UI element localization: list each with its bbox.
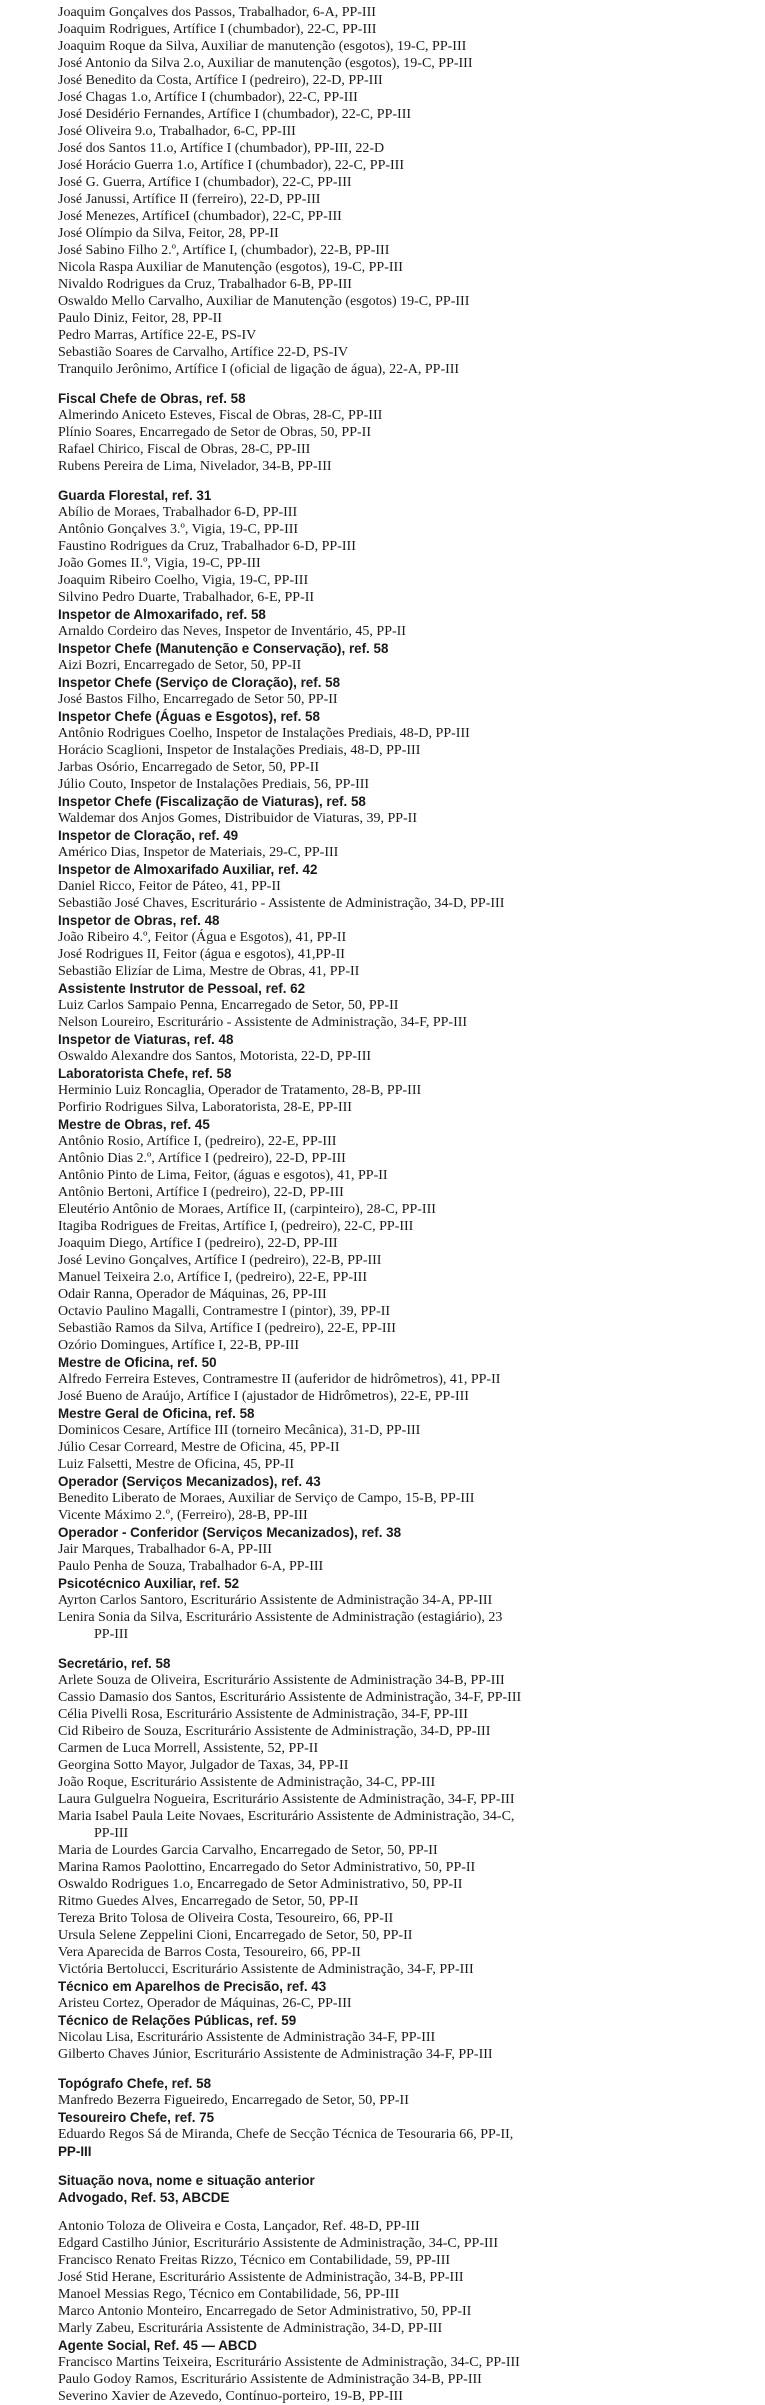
entry-line: José Janussi, Artífice II (ferreiro), 22-D, PP-III — [58, 192, 321, 207]
entry-line: José Antonio da Silva 2.o, Auxiliar de manutenção (esgotos), 19-C, PP-III — [58, 56, 473, 71]
entry-line: Antônio Rodrigues Coelho, Inspetor de Instalações Prediais, 48-D, PP-III — [58, 726, 470, 741]
entry-line: Alfredo Ferreira Esteves, Contramestre II (auferidor de hidrômetros), 41, PP-II — [58, 1372, 501, 1387]
entry-line: Nivaldo Rodrigues da Cruz, Trabalhador 6-B, PP-III — [58, 277, 352, 292]
entry-line: Sebastião José Chaves, Escriturário - Assistente de Administração, 34-D, PP-III — [58, 896, 505, 911]
entry-line: Marco Antonio Monteiro, Encarregado de Setor Administrativo, 50, PP-II — [58, 2304, 472, 2319]
entry-line: Luiz Carlos Sampaio Penna, Encarregado de Setor, 50, PP-II — [58, 998, 399, 1013]
entry-line: Ursula Selene Zeppelini Cioni, Encarregado de Setor, 50, PP-II — [58, 1928, 413, 1943]
section-heading: Advogado, Ref. 53, ABCDE — [58, 2190, 230, 2205]
section-heading: Tesoureiro Chefe, ref. 75 — [58, 2110, 215, 2125]
section-heading: Psicotécnico Auxiliar, ref. 52 — [58, 1576, 240, 1591]
entry-line: Célia Pivelli Rosa, Escriturário Assistente de Administração, 34-F, PP-III — [58, 1707, 468, 1722]
entry-line: Joaquim Ribeiro Coelho, Vigia, 19-C, PP-III — [58, 573, 309, 588]
entry-line: Antônio Dias 2.º, Artífice I (pedreiro), 22-D, PP-III — [58, 1151, 346, 1166]
entry-line: Plínio Soares, Encarregado de Setor de Obras, 50, PP-II — [58, 425, 371, 440]
entry-line: Paulo Godoy Ramos, Escriturário Assistente de Administração 34-B, PP-III — [58, 2372, 482, 2387]
entry-line: José Levino Gonçalves, Artífice I (pedreiro), 22-B, PP-III — [58, 1253, 382, 1268]
entry-line: Ritmo Guedes Alves, Encarregado de Setor, 50, PP-II — [58, 1894, 359, 1909]
entry-line: Antônio Pinto de Lima, Feitor, (águas e esgotos), 41, PP-II — [58, 1168, 388, 1183]
entry-line: Joaquim Diego, Artífice I (pedreiro), 22-D, PP-III — [58, 1236, 338, 1251]
entry-line: João Gomes II.º, Vigia, 19-C, PP-III — [58, 556, 261, 571]
entry-line: José Benedito da Costa, Artífice I (pedreiro), 22-D, PP-III — [58, 73, 383, 88]
entry-line: Laura Gulguelra Nogueira, Escriturário Assistente de Administração, 34-F, PP-III — [58, 1792, 515, 1807]
entry-line: Abílio de Moraes, Trabalhador 6-D, PP-III — [58, 505, 298, 520]
section-heading: Mestre Geral de Oficina, ref. 58 — [58, 1406, 255, 1421]
entry-line: Carmen de Luca Morrell, Assistente, 52, PP-II — [58, 1741, 319, 1756]
section-heading: Inspetor de Almoxarifado Auxiliar, ref. 42 — [58, 862, 318, 877]
entry-line: Nicolau Lisa, Escriturário Assistente de Administração 34-F, PP-III — [58, 2030, 436, 2045]
entry-line: Cassio Damasio dos Santos, Escriturário Assistente de Administração, 34-F, PP-III — [58, 1690, 522, 1705]
entry-line: Manoel Messias Rego, Técnico em Contabilidade, 56, PP-III — [58, 2287, 400, 2302]
entry-line: Vera Aparecida de Barros Costa, Tesoureiro, 66, PP-II — [58, 1945, 361, 1960]
section-heading: Assistente Instrutor de Pessoal, ref. 62 — [58, 981, 306, 996]
entry-line: Sebastião Soares de Carvalho, Artífice 22-D, PS-IV — [58, 345, 349, 360]
entry-line: Tranquilo Jerônimo, Artífice I (oficial de ligação de água), 22-A, PP-III — [58, 362, 460, 377]
entry-line: Marina Ramos Paolottino, Encarregado do Setor Administrativo, 50, PP-II — [58, 1860, 476, 1875]
paragraph-spacer — [58, 1643, 755, 1655]
section-heading: Inspetor Chefe (Manutenção e Conservação), ref. 58 — [58, 641, 389, 656]
entry-line: Nicola Raspa Auxiliar de Manutenção (esgotos), 19-C, PP-III — [58, 260, 403, 275]
paragraph-spacer — [58, 2063, 755, 2075]
entry-line: PP-III — [94, 1627, 129, 1642]
section-heading: Operador - Conferidor (Serviços Mecanizados), ref. 38 — [58, 1525, 402, 1540]
paragraph-spacer — [58, 2160, 755, 2172]
entry-line: Lenira Sonia da Silva, Escriturário Assistente de Administração (estagiário), 23 — [58, 1610, 503, 1625]
entry-line: Nelson Loureiro, Escriturário - Assistente de Administração, 34-F, PP-III — [58, 1015, 468, 1030]
entry-line: Tereza Brito Tolosa de Oliveira Costa, Tesoureiro, 66, PP-II — [58, 1911, 394, 1926]
section-heading: Mestre de Obras, ref. 45 — [58, 1117, 210, 1132]
entry-line: Horácio Scaglioni, Inspetor de Instalações Prediais, 48-D, PP-III — [58, 743, 421, 758]
section-heading: Operador (Serviços Mecanizados), ref. 43 — [58, 1474, 321, 1489]
entry-line: Octavio Paulino Magalli, Contramestre I (pintor), 39, PP-II — [58, 1304, 391, 1319]
entry-line: Paulo Penha de Souza, Trabalhador 6-A, PP-III — [58, 1559, 324, 1574]
entry-line: Jair Marques, Trabalhador 6-A, PP-III — [58, 1542, 272, 1557]
entry-line: Américo Dias, Inspetor de Materiais, 29-C, PP-III — [58, 845, 339, 860]
entry-line: Antônio Bertoni, Artífice I (pedreiro), 22-D, PP-III — [58, 1185, 344, 1200]
entry-line: Maria de Lourdes Garcia Carvalho, Encarregado de Setor, 50, PP-II — [58, 1843, 438, 1858]
section-heading: Inspetor de Cloração, ref. 49 — [58, 828, 239, 843]
entry-line: José Sabino Filho 2.º, Artífice I, (chumbador), 22-B, PP-III — [58, 243, 390, 258]
entry-line: Júlio Cesar Correard, Mestre de Oficina, 45, PP-II — [58, 1440, 340, 1455]
paragraph-spacer — [58, 2206, 755, 2218]
entry-line: Waldemar dos Anjos Gomes, Distribuidor de Viaturas, 39, PP-II — [58, 811, 418, 826]
entry-line: Joaquim Rodrigues, Artífice I (chumbador), 22-C, PP-III — [58, 22, 377, 37]
entry-line: Almerindo Aniceto Esteves, Fiscal de Obras, 28-C, PP-III — [58, 408, 383, 423]
entry-line: Marly Zabeu, Escriturária Assistente de Administração, 34-D, PP-III — [58, 2321, 443, 2336]
entry-line: Paulo Diniz, Feitor, 28, PP-II — [58, 311, 222, 326]
entry-line: Luiz Falsetti, Mestre de Oficina, 45, PP-II — [58, 1457, 295, 1472]
entry-line: Arlete Souza de Oliveira, Escriturário Assistente de Administração 34-B, PP-III — [58, 1673, 505, 1688]
entry-line: Eduardo Regos Sá de Miranda, Chefe de Secção Técnica de Tesouraria 66, PP-II, — [58, 2127, 514, 2142]
section-heading: Guarda Florestal, ref. 31 — [58, 488, 212, 503]
entry-line: Joaquim Roque da Silva, Auxiliar de manutenção (esgotos), 19-C, PP-III — [58, 39, 467, 54]
entry-line: Oswaldo Mello Carvalho, Auxiliar de Manutenção (esgotos) 19-C, PP-III — [58, 294, 470, 309]
entry-line: Ozório Domingues, Artífice I, 22-B, PP-III — [58, 1338, 300, 1353]
section-heading: Inspetor Chefe (Águas e Esgotos), ref. 58 — [58, 709, 320, 724]
entry-line: Sebastião Elizíar de Lima, Mestre de Obras, 41, PP-II — [58, 964, 360, 979]
paragraph-spacer — [58, 378, 755, 390]
section-heading: Situação nova, nome e situação anterior — [58, 2173, 315, 2188]
entry-line: Manfredo Bezerra Figueiredo, Encarregado de Setor, 50, PP-II — [58, 2093, 409, 2108]
entry-line: Cid Ribeiro de Souza, Escriturário Assistente de Administração, 34-D, PP-III — [58, 1724, 491, 1739]
entry-line: Sebastião Ramos da Silva, Artífice I (pedreiro), 22-E, PP-III — [58, 1321, 396, 1336]
section-heading: Topógrafo Chefe, ref. 58 — [58, 2076, 212, 2091]
entry-line: Benedito Liberato de Moraes, Auxiliar de Serviço de Campo, 15-B, PP-III — [58, 1491, 475, 1506]
entry-line: Victória Bertolucci, Escriturário Assistente de Administração, 34-F, PP-III — [58, 1962, 474, 1977]
entry-line: Joaquim Gonçalves dos Passos, Trabalhador, 6-A, PP-III — [58, 5, 376, 20]
entry-line: Manuel Teixeira 2.o, Artífice I, (pedreiro), 22-E, PP-III — [58, 1270, 367, 1285]
entry-line: Daniel Ricco, Feitor de Páteo, 41, PP-II — [58, 879, 281, 894]
entry-line: João Roque, Escriturário Assistente de Administração, 34-C, PP-III — [58, 1775, 436, 1790]
entry-line: Itagiba Rodrigues de Freitas, Artífice I, (pedreiro), 22-C, PP-III — [58, 1219, 414, 1234]
entry-line: Gilberto Chaves Júnior, Escriturário Assistente de Administração 34-F, PP-III — [58, 2047, 493, 2062]
section-heading: Inspetor de Obras, ref. 48 — [58, 913, 220, 928]
entry-line: Jarbas Osório, Encarregado de Setor, 50, PP-II — [58, 760, 320, 775]
entry-line: Ayrton Carlos Santoro, Escriturário Assistente de Administração 34-A, PP-III — [58, 1593, 493, 1608]
entry-line: José Stid Herane, Escriturário Assistente de Administração, 34-B, PP-III — [58, 2270, 464, 2285]
section-heading: Técnico de Relações Públicas, ref. 59 — [58, 2013, 297, 2028]
section-heading: Inspetor de Viaturas, ref. 48 — [58, 1032, 234, 1047]
entry-line: Antônio Gonçalves 3.º, Vigia, 19-C, PP-III — [58, 522, 299, 537]
entry-line: Severino Xavier de Azevedo, Contínuo-porteiro, 19-B, PP-III — [58, 2389, 403, 2404]
section-heading: Inspetor Chefe (Fiscalização de Viaturas), ref. 58 — [58, 794, 366, 809]
entry-line: José Oliveira 9.o, Trabalhador, 6-C, PP-III — [58, 124, 296, 139]
entry-line: José dos Santos 11.o, Artífice I (chumbador), PP-III, 22-D — [58, 141, 385, 156]
entry-line: Arnaldo Cordeiro das Neves, Inspetor de Inventário, 45, PP-II — [58, 624, 406, 639]
section-heading: Secretário, ref. 58 — [58, 1656, 171, 1671]
entry-line: Porfirio Rodrigues Silva, Laboratorista, 28-E, PP-III — [58, 1100, 352, 1115]
entry-line: Maria Isabel Paula Leite Novaes, Escriturário Assistente de Administração, 34-C, — [58, 1809, 515, 1824]
entry-line: Edgard Castilho Júnior, Escriturário Assistente de Administração, 34-C, PP-III — [58, 2236, 498, 2251]
entry-line: José Rodrigues II, Feitor (água e esgotos), 41,PP-II — [58, 947, 345, 962]
section-heading: PP-III — [58, 2144, 92, 2159]
entry-line: Antônio Rosio, Artífice I, (pedreiro), 22-E, PP-III — [58, 1134, 337, 1149]
entry-line: José Bastos Filho, Encarregado de Setor 50, PP-II — [58, 692, 338, 707]
entry-line: Oswaldo Alexandre dos Santos, Motorista, 22-D, PP-III — [58, 1049, 372, 1064]
section-heading: Laboratorista Chefe, ref. 58 — [58, 1066, 232, 1081]
entry-line: Faustino Rodrigues da Cruz, Trabalhador 6-D, PP-III — [58, 539, 356, 554]
entry-line: José Chagas 1.o, Artífice I (chumbador), 22-C, PP-III — [58, 90, 358, 105]
entry-line: Rafael Chirico, Fiscal de Obras, 28-C, PP-III — [58, 442, 311, 457]
entry-line: João Ribeiro 4.º, Feitor (Água e Esgotos), 41, PP-II — [58, 930, 347, 945]
section-heading: Inspetor de Almoxarifado, ref. 58 — [58, 607, 266, 622]
entry-line: Georgina Sotto Mayor, Julgador de Taxas, 34, PP-II — [58, 1758, 349, 1773]
entry-line: Herminio Luiz Roncaglia, Operador de Tratamento, 28-B, PP-III — [58, 1083, 422, 1098]
entry-line: José Horácio Guerra 1.o, Artífice I (chumbador), 22-C, PP-III — [58, 158, 405, 173]
entry-line: Aizi Bozri, Encarregado de Setor, 50, PP-II — [58, 658, 302, 673]
entry-line: Antonio Toloza de Oliveira e Costa, Lançador, Ref. 48-D, PP-III — [58, 2219, 420, 2234]
entry-line: José Bueno de Araújo, Artífice I (ajustador de Hidrômetros), 22-E, PP-III — [58, 1389, 469, 1404]
entry-line: Eleutério Antônio de Moraes, Artífice II, (carpinteiro), 28-C, PP-III — [58, 1202, 436, 1217]
entry-line: Odair Ranna, Operador de Máquinas, 26, PP-III — [58, 1287, 327, 1302]
entry-line: José Desidério Fernandes, Artífice I (chumbador), 22-C, PP-III — [58, 107, 412, 122]
entry-line: José Menezes, ArtíficeI (chumbador), 22-C, PP-III — [58, 209, 342, 224]
section-heading: Mestre de Oficina, ref. 50 — [58, 1355, 217, 1370]
entry-line: Júlio Couto, Inspetor de Instalações Prediais, 56, PP-III — [58, 777, 370, 792]
entry-line: Francisco Martins Teixeira, Escriturário Assistente de Administração, 34-C, PP-III — [58, 2355, 520, 2370]
entry-line: José Olímpio da Silva, Feitor, 28, PP-II — [58, 226, 279, 241]
section-heading: Técnico em Aparelhos de Precisão, ref. 43 — [58, 1979, 327, 1994]
entry-line: Vicente Máximo 2.º, (Ferreiro), 28-B, PP-III — [58, 1508, 308, 1523]
section-heading: Agente Social, Ref. 45 — ABCD — [58, 2338, 257, 2353]
entry-line: PP-III — [94, 1826, 129, 1841]
entry-line: Pedro Marras, Artífice 22-E, PS-IV — [58, 328, 257, 343]
entry-line: Rubens Pereira de Lima, Nivelador, 34-B, PP-III — [58, 459, 332, 474]
entry-line: Silvino Pedro Duarte, Trabalhador, 6-E, PP-II — [58, 590, 315, 605]
entry-line: Francisco Renato Freitas Rizzo, Técnico em Contabilidade, 59, PP-III — [58, 2253, 451, 2268]
entry-line: Dominicos Cesare, Artífice III (torneiro Mecânica), 31-D, PP-III — [58, 1423, 421, 1438]
entry-line: Oswaldo Rodrigues 1.o, Encarregado de Setor Administrativo, 50, PP-II — [58, 1877, 463, 1892]
section-heading: Inspetor Chefe (Serviço de Cloração), ref. 58 — [58, 675, 341, 690]
section-heading: Fiscal Chefe de Obras, ref. 58 — [58, 391, 246, 406]
entry-line: Aristeu Cortez, Operador de Máquinas, 26-C, PP-III — [58, 1996, 352, 2011]
entry-line: José G. Guerra, Artífice I (chumbador), 22-C, PP-III — [58, 175, 352, 190]
paragraph-spacer — [58, 475, 755, 487]
